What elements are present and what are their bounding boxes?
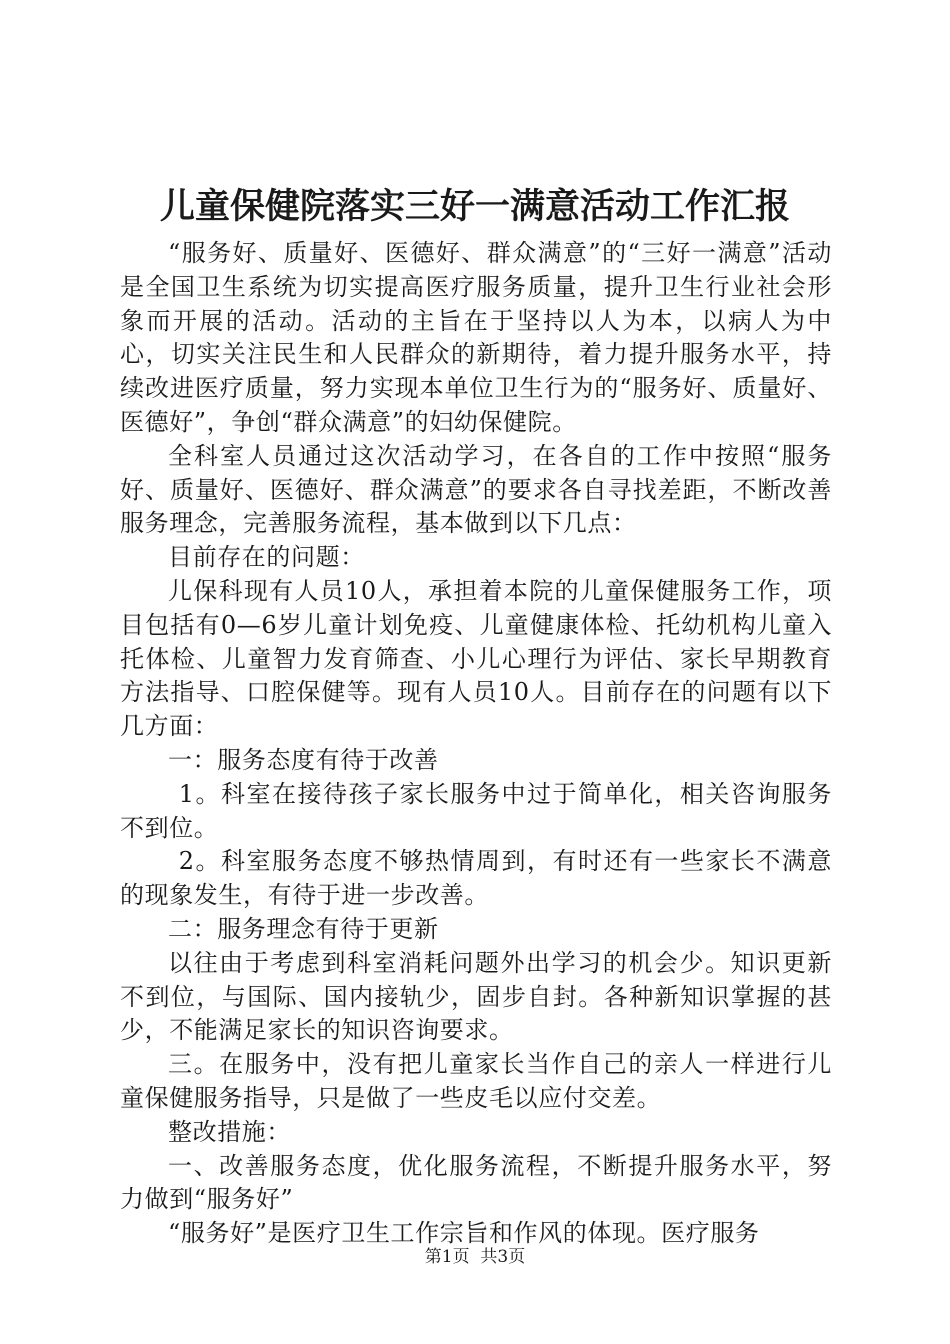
paragraph: “服务好”是医疗卫生工作宗旨和作风的体现。医疗服务 bbox=[168, 1219, 760, 1248]
document-body bbox=[120, 237, 832, 1251]
paragraph: 以往由于考虑到科室消耗问题外出学习的机会少。知识更新不到位，与国际、国内接轨少，固步自封。各种新知识掌握的甚少，不能满足家长的知识咨询要求。 bbox=[120, 948, 832, 1045]
list-item: 2。科室服务态度不够热情周到，有时还有一些家长不满意的现象发生，有待于进一步改善。 bbox=[120, 847, 832, 910]
paragraph: “服务好、质量好、医德好、群众满意”的“三好一满意”活动是全国卫生系统为切实提高医疗服务质量，提升卫生行业社会形象而开展的活动。活动的主旨在于坚持以人为本，以病人为中心，切实关注民生和人民群众的新期待，着力提升服务水平，持续改进医疗质量，努力实现本单位卫生行为的“服务好、质量好、医德好”，争创“群众满意”的妇幼保健院。 bbox=[120, 239, 832, 436]
list-item: 1。科室在接待孩子家长服务中过于简单化，相关咨询服务不到位。 bbox=[120, 779, 832, 842]
paragraph: 全科室人员通过这次活动学习，在各自的工作中按照“服务好、质量好、医德好、群众满意”的要求各自寻找差距，不断改善服务理念，完善服务流程，基本做到以下几点： bbox=[120, 441, 832, 538]
paragraph: 三。在服务中，没有把儿童家长当作自己的亲人一样进行儿童保健服务指导，只是做了一些皮毛以应付交差。 bbox=[120, 1050, 832, 1112]
section-heading: 二：服务理念有待于更新 bbox=[168, 914, 439, 943]
paragraph: 目前存在的问题： bbox=[168, 543, 365, 572]
paragraph: 一、改善服务态度，优化服务流程，不断提升服务水平，努力做到“服务好” bbox=[120, 1151, 832, 1214]
paragraph: 儿保科现有人员10人，承担着本院的儿童保健服务工作，项目包括有0—6岁儿童计划免疫、儿童健康体检、托幼机构儿童入托体检、儿童智力发育筛查、小儿心理行为评估、家长早期教育方法指导、口腔保健等。现有人员10人。目前存在的问题有以下几方面： bbox=[120, 576, 832, 741]
document-title: 儿童保健院落实三好一满意活动工作汇报 bbox=[159, 186, 790, 227]
page-number-footer: 第1页 共3页 bbox=[424, 1247, 526, 1267]
section-heading: 一：服务态度有待于改善 bbox=[168, 745, 439, 774]
section-heading: 整改措施： bbox=[168, 1117, 291, 1146]
